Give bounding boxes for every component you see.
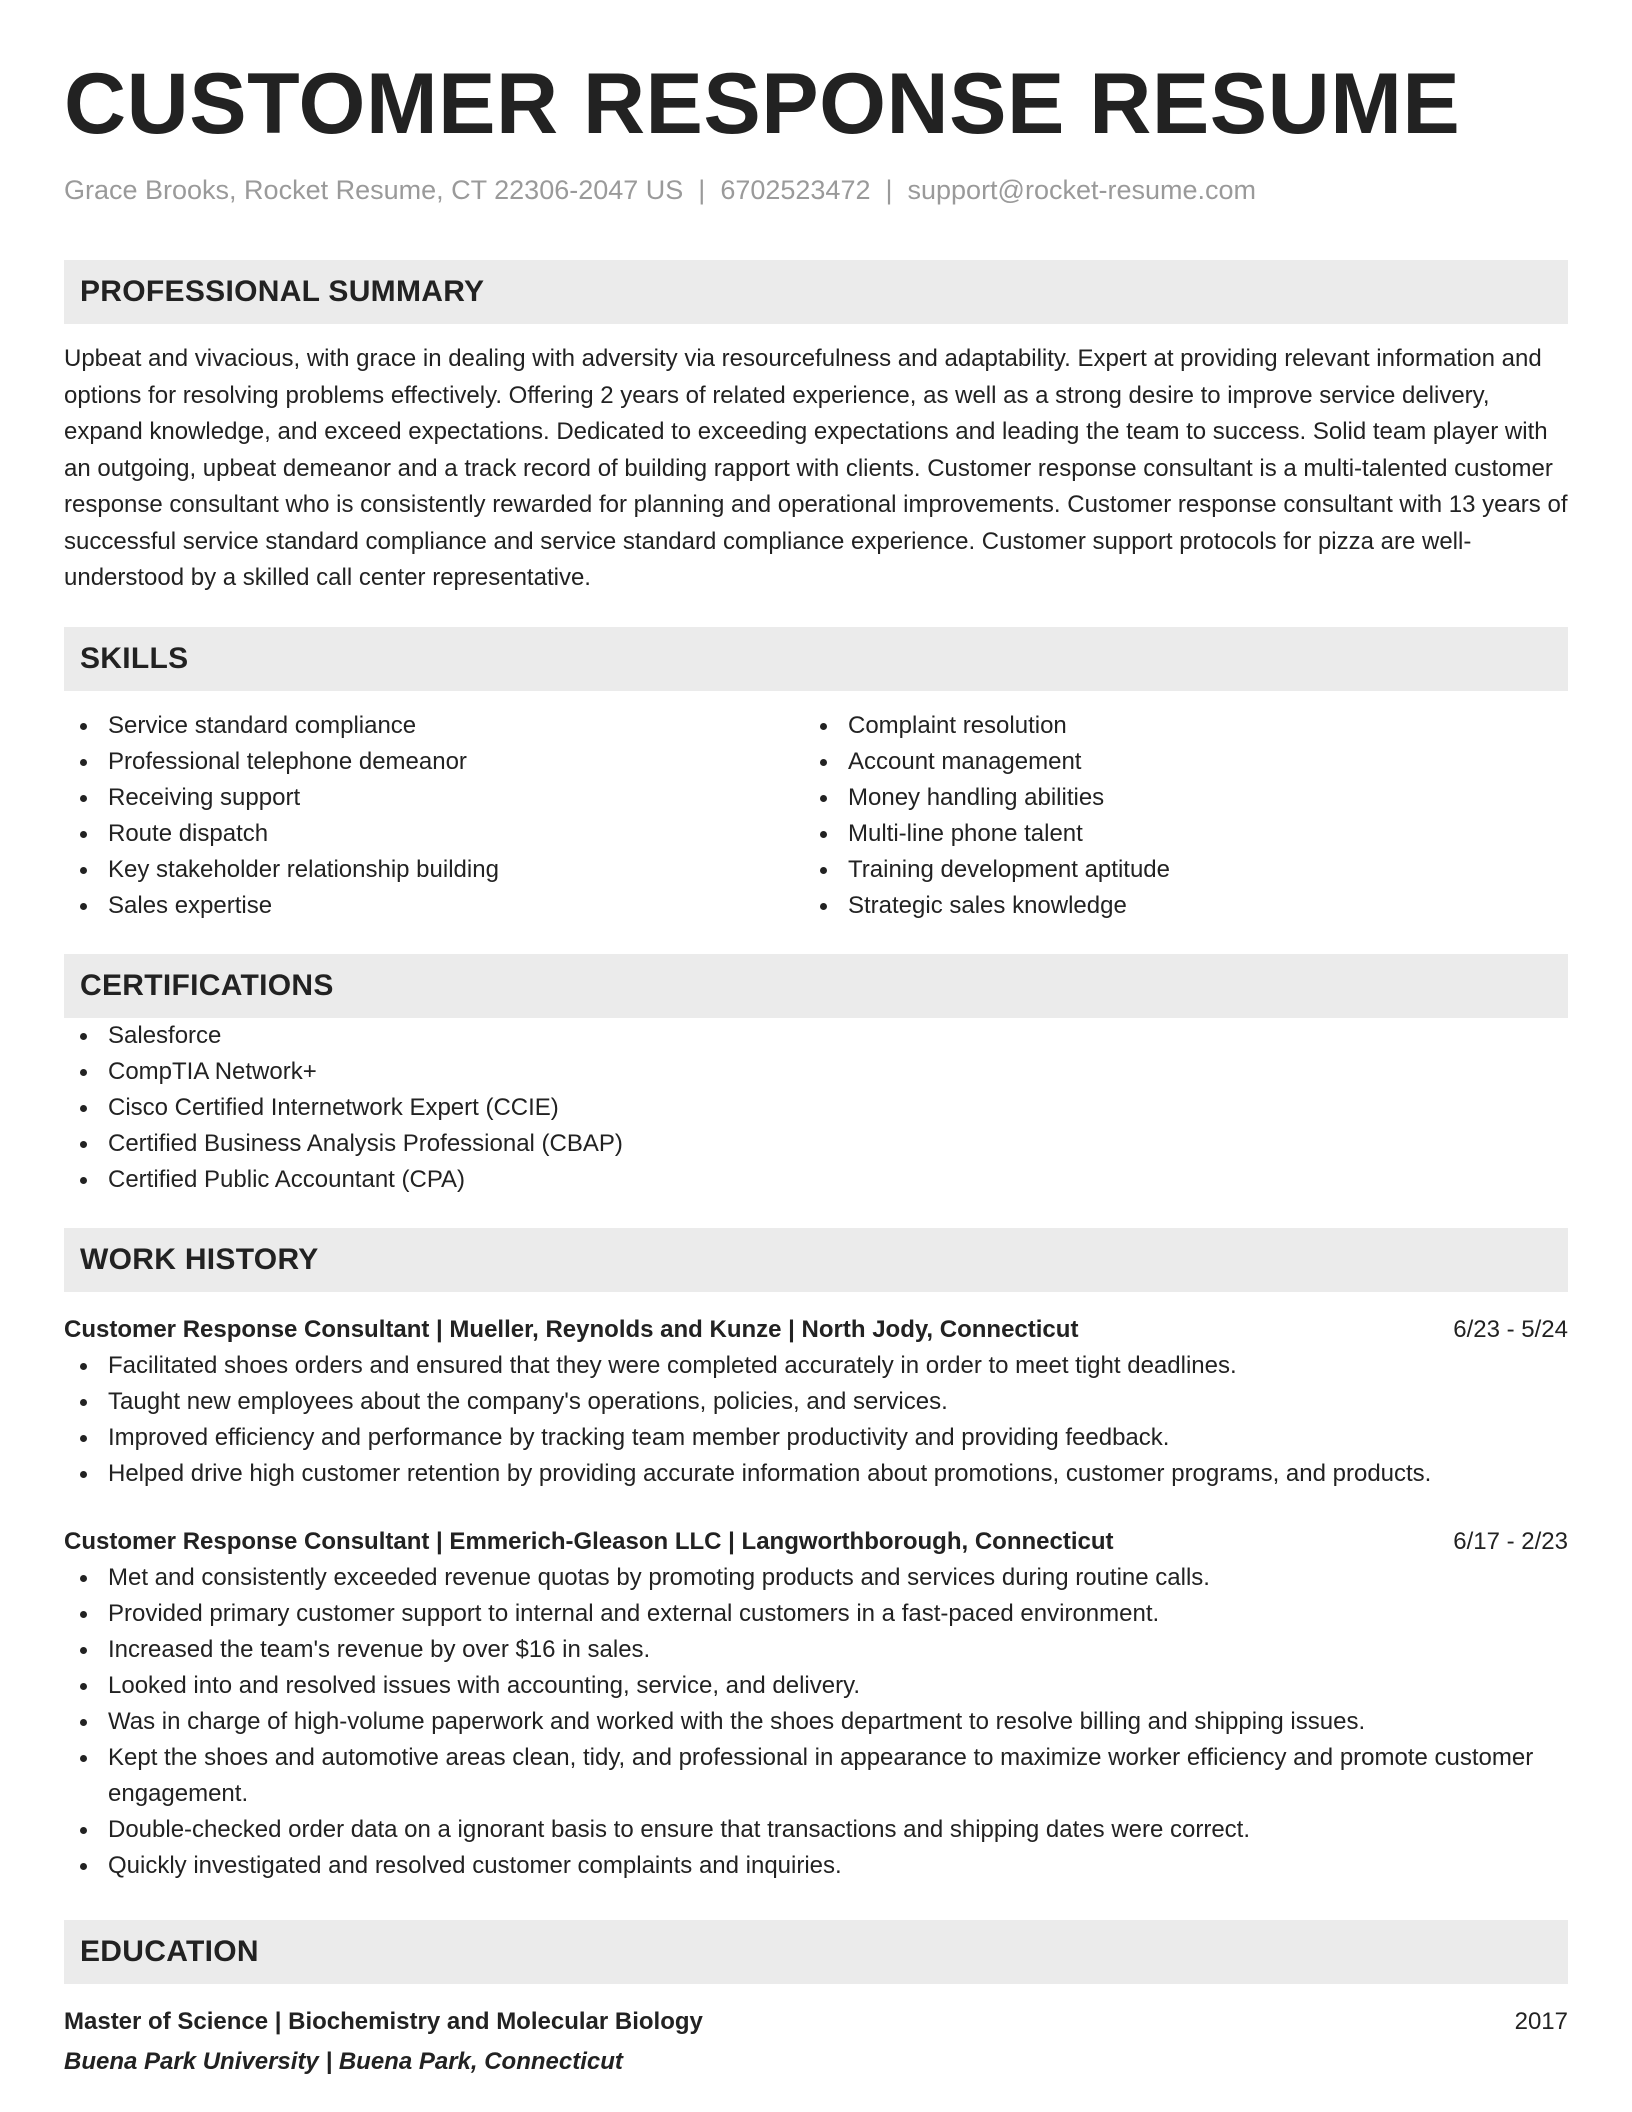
skill-item: Strategic sales knowledge <box>816 888 1568 924</box>
section-header-summary: PROFESSIONAL SUMMARY <box>64 260 1568 324</box>
contact-separator: | <box>885 175 893 205</box>
job-header <box>64 1312 1568 1348</box>
job-title: Customer Response Consultant | Mueller, Reynolds and Kunze | North Jody, Connecticut <box>64 1315 1079 1343</box>
certification-item: Certified Business Analysis Professional (CBAP) <box>64 1126 1568 1162</box>
job-bullet: Improved efficiency and performance by tracking team member productivity and providing feedback. <box>64 1420 1568 1456</box>
skills-grid <box>64 708 1568 924</box>
job-bullet: Kept the shoes and automotive areas clean, tidy, and professional in appearance to maximize worker efficiency and promote customer engagement. <box>64 1740 1568 1812</box>
job-entry <box>64 1524 1568 1884</box>
skill-item: Professional telephone demeanor <box>64 744 816 780</box>
certification-item: Salesforce <box>64 1018 1568 1054</box>
skills-list-left <box>64 708 816 924</box>
job-bullet: Was in charge of high-volume paperwork and worked with the shoes department to resolve billing and shipping issues. <box>64 1704 1568 1740</box>
education-school: Buena Park University | Buena Park, Connecticut <box>64 2047 623 2075</box>
section-header-work-history: WORK HISTORY <box>64 1228 1568 1292</box>
contact-line <box>64 172 1568 208</box>
skill-item: Service standard compliance <box>64 708 816 744</box>
certification-item: Cisco Certified Internetwork Expert (CCIE) <box>64 1090 1568 1126</box>
job-bullet: Looked into and resolved issues with accounting, service, and delivery. <box>64 1668 1568 1704</box>
job-dates: 6/17 - 2/23 <box>1453 1527 1568 1555</box>
section-header-skills: SKILLS <box>64 627 1568 691</box>
summary-text: Upbeat and vivacious, with grace in dealing with adversity via resourcefulness and adaptability. Expert at providing relevant information and options for resolving problems effectively. Offering 2 years of related experience, as well as a strong desire to improve service delivery, expand knowledge, and exceed expectations. Dedicated to exceeding expectations and leading the team to success. Solid team player with an outgoing, upbeat demeanor and a track record of building rapport with clients. Customer response consultant is a multi-talented customer response consultant who is consistently rewarded for planning and operational improvements. Customer response consultant with 13 years of successful service standard compliance and service standard compliance experience. Customer support protocols for pizza are well-understood by a skilled call center representative. <box>64 345 1568 591</box>
skill-item: Key stakeholder relationship building <box>64 852 816 888</box>
job-entry <box>64 1312 1568 1492</box>
certifications-list <box>64 1018 1568 1198</box>
skill-item: Receiving support <box>64 780 816 816</box>
skill-item: Sales expertise <box>64 888 816 924</box>
job-bullet: Facilitated shoes orders and ensured that they were completed accurately in order to meet tight deadlines. <box>64 1348 1568 1384</box>
job-bullet: Taught new employees about the company's operations, policies, and services. <box>64 1384 1568 1420</box>
skill-item: Route dispatch <box>64 816 816 852</box>
skill-item: Complaint resolution <box>816 708 1568 744</box>
job-bullet: Provided primary customer support to internal and external customers in a fast-paced environment. <box>64 1596 1568 1632</box>
job-bullet: Met and consistently exceeded revenue quotas by promoting products and services during routine calls. <box>64 1560 1568 1596</box>
skills-column-left <box>64 708 816 924</box>
contact-address: Grace Brooks, Rocket Resume, CT 22306-2047 US <box>64 175 684 205</box>
skills-column-right <box>816 708 1568 924</box>
job-bullet: Increased the team's revenue by over $16 in sales. <box>64 1632 1568 1668</box>
skill-item: Money handling abilities <box>816 780 1568 816</box>
section-header-certifications: CERTIFICATIONS <box>64 954 1568 1018</box>
job-header <box>64 1524 1568 1560</box>
skill-item: Multi-line phone talent <box>816 816 1568 852</box>
resume-title: CUSTOMER RESPONSE RESUME <box>64 56 1461 152</box>
job-bullets <box>64 1560 1568 1884</box>
section-header-education: EDUCATION <box>64 1920 1568 1984</box>
job-bullet: Helped drive high customer retention by providing accurate information about promotions, customer programs, and products. <box>64 1456 1568 1492</box>
education-year: 2017 <box>1514 2007 1568 2035</box>
contact-phone: 6702523472 <box>720 175 871 205</box>
certification-item: CompTIA Network+ <box>64 1054 1568 1090</box>
skills-list-right <box>816 708 1568 924</box>
certification-item: Certified Public Accountant (CPA) <box>64 1162 1568 1198</box>
skill-item: Account management <box>816 744 1568 780</box>
job-title: Customer Response Consultant | Emmerich-Gleason LLC | Langworthborough, Connecticut <box>64 1527 1114 1555</box>
skill-item: Training development aptitude <box>816 852 1568 888</box>
contact-separator: | <box>698 175 706 205</box>
education-header <box>64 2004 1568 2040</box>
contact-email: support@rocket-resume.com <box>907 175 1257 205</box>
job-dates: 6/23 - 5/24 <box>1453 1315 1568 1343</box>
job-bullet: Quickly investigated and resolved customer complaints and inquiries. <box>64 1848 1568 1884</box>
job-bullet: Double-checked order data on a ignorant basis to ensure that transactions and shipping dates were correct. <box>64 1812 1568 1848</box>
education-degree: Master of Science | Biochemistry and Molecular Biology <box>64 2007 703 2035</box>
job-bullets <box>64 1348 1568 1492</box>
